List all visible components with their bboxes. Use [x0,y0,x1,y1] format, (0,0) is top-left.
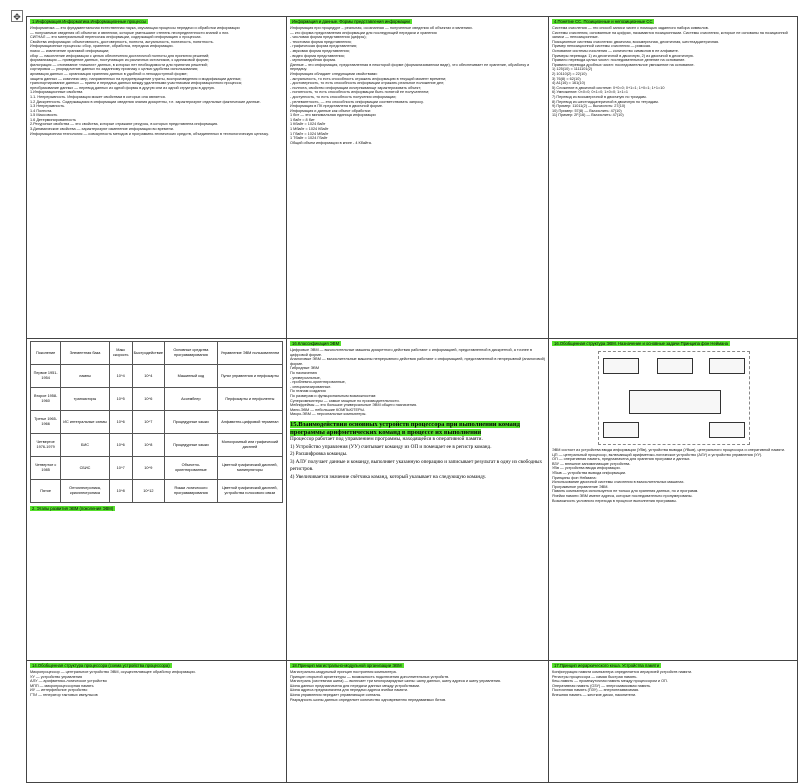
cell-computer-classification [287,339,549,661]
table-header-cell: Управление ЭВМ пользователем [217,342,282,365]
text-line: - мультимедийная форма. [290,58,337,63]
text-line: 4) A1(16) = 161(10) [552,81,586,86]
table-header-cell: Поколение [31,342,61,365]
table-cell: БИС [61,434,109,457]
table-cell: 10^7 [132,411,164,434]
cell-footer: 2. Этапы развития ЭВМ (поколения ЭВМ) [32,506,114,511]
table-cell: Цветной графический дисплей, манипуляторы [217,457,282,480]
table-cell: лампы [61,365,109,388]
text-line: Система счисления — это способ записи чисел с помощью заданного набора символов. [552,26,709,30]
text-line: Правило перевода дробных чисел: последовательное умножение на основание. [552,62,695,67]
text-line: Возможность условного перехода в процессе выполнения программы. [552,498,677,503]
text-line: 1.4 Полнота. [30,108,53,113]
text-line: - доступность, то есть способность получения информации; [290,94,397,99]
text-line: Информация при процедуре – реальная, осознанная — полученные сведения об объектах и явлениях. [290,26,473,30]
table-cell: 10^7 [109,457,132,480]
text-line: 1 Тбайт = 1024 Гбайт [290,136,328,141]
text-line: СИГНАЛ — это материальный переносчик информации, содержащий информацию о процессах. [30,35,202,40]
table-cell: 10^5 [109,388,132,411]
table-cell: Четвертое 1976-1979 [31,434,61,457]
text-line: Постоянная память (ПЗУ) — энергонезависимая. [552,688,640,693]
table-cell: СБИС [61,457,109,480]
table-cell: транзисторы [61,388,109,411]
table-cell: 10^9 [132,457,164,480]
table-header-cell: Основные средства программирования [165,342,218,365]
text-line: 2.Ресурсные свойства — это свойства, которые отражают ресурсы, в которых представлена информация. [30,122,219,127]
table-row [31,365,283,388]
computer-structure-diagram [598,351,750,445]
text-line: 1.Информационные свойства [30,90,83,95]
text-line: Информационная технология — совокупность методов и программно-технических средств, объединенных в технологическую цепочку. [30,131,269,136]
text-line: Шина управления передает управляющие сигналы. [290,692,382,697]
text-line: Конфигурация памяти компьютера определяется иерархией устройств памяти. [552,670,693,674]
table-cell: Перфокарты и перфоленты [217,388,282,411]
text-line: - понятность, то есть способность информации быть понятой ее получателем; [290,90,430,95]
text-line: защита данных — комплекс мер, направленных на предотвращение утраты, воспроизведения и модификации данных; [30,76,242,81]
text-line: Использование двоичной системы счисления в вычислительных машинах. [552,480,685,485]
cell-von-neumann [549,339,798,661]
text-line: ЦП — центральный процессор, включающий арифметико-логическое устройство (АЛУ) и устройство управления (УУ). [552,452,763,457]
table-cell: 10^4 [109,365,132,388]
table-cell: Процедурные языки [165,411,218,434]
text-line: - достоверность, то есть способность информации отражать реальное положение дел; [290,81,445,86]
text-line: Системы счисления, основанные на цифрах, называются позиционными. Системы счисления, которые не основаны на позиционной записи — непозиционные. [552,30,788,40]
text-line: Пример непозиционной системы счисления — римская. [552,44,652,49]
cell-header: 4.Понятие СС. Позиционные и непозиционные СС [554,19,653,24]
text-line: МПП — микропроцессорная память [30,683,94,688]
cell-number-systems [549,17,798,339]
text-line: Мини-ЭВМ — небольшие КОМПЬЮТЕРЫ. [290,407,365,412]
table-cell: 10^6 [109,411,132,434]
table-cell: Объектно-ориентированные [165,457,218,480]
text-line: Основание системы счисления — количество символов в ее алфавите. [552,48,679,53]
text-line: Магистраль (системная шина) — включает три многоразрядные шины: шину данных, шину адреса и шину управления. [290,679,502,684]
text-line: Принцип открытой архитектуры — возможность подключения дополнительных устройств. [290,674,450,679]
text-line: - специализированные. [290,384,332,389]
cell-text [30,26,283,136]
table-header-cell: Быстродействие [132,342,164,365]
table-cell: 10^12 [132,480,164,503]
table-row [31,480,283,503]
cell-header: 16.Обобщенная структура ЭВМ. Назначение и основные задачи Принципа фон Неймана [554,341,728,346]
table-cell: Четвертое с 1985 [31,457,61,480]
body-paragraph: 4) Увеличивается значение счётчика команд, который указывает на следующую команду. [290,474,487,481]
cell-text [290,670,545,702]
table-row [31,411,283,434]
text-line: 1.5 Массовость [30,113,58,118]
text-line: 1.2 Дискретность. Содержащаяся в информации сведения знания дискретны, т.е. характеризуют отдельные фактические данные. [30,99,261,104]
text-line: 1 бит — это минимальная единица информации [290,113,376,118]
text-line: Примеры перевода: 1) из десятичной в двоичную, 2) из двоичной в десятичную. [552,53,694,58]
cell-header: 16.Классификация ЭВМ [292,341,340,346]
text-line: ЭВМ состоит из устройства ввода информации (УВв), устройства вывода (УВыв), центрального процессора и оперативной памяти. [552,448,786,452]
cell-body [290,436,545,482]
text-line: Кеш-память — промежуточная память между процессором и ОП. [552,679,668,684]
text-line: Гибридные ЭВМ [290,366,320,371]
text-line: - универсальные, [290,375,321,380]
text-line: Ячейки памяти ЭВМ имеют адреса, которые последовательно пронумерованы. [552,493,693,498]
text-line: 1 байт = 8 бит [290,117,315,122]
table-cell: 10^4 [132,365,164,388]
text-line: Шина данных предназначена для передачи данных между устройствами. [290,683,421,688]
text-line: Оперативная память (ОЗУ) — энергозависимая память. [552,683,652,688]
text-line: 10) Пример: 57(8) — Вычислить: 47(10) [552,108,622,113]
text-line: 1.6 Детерминированность [30,117,76,122]
cell-text [552,26,795,118]
text-line: По размерам и функциональным возможностям: [290,393,377,398]
table-row [31,434,283,457]
table-row [31,457,283,480]
text-line: По назначению [290,370,318,375]
text-line: - числовая форма представления (цифры); [290,35,367,40]
text-line: Информационные процессы: сбор, хранение, обработка, передача информации. [30,44,174,49]
text-line: Данные – это информация, представленная в некоторой форме (формализованном виде), что обеспечивает ее хранение, обработку и передачу. [290,62,530,72]
text-line: УУ — устройство управления [30,674,83,679]
text-line: Мейнфреймы — это большие универсальные ЭВМ общего назначения. [290,403,418,408]
text-line: Информация в ПК представлена в двоичной форме. [290,104,383,109]
text-line: транспортирование данных — прием и передача данных между удаленными участниками информационного процесса; [30,81,242,86]
table-cell: Ассемблер [165,388,218,411]
text-line: Принципы фон Неймана: [552,475,597,480]
move-arrows-icon[interactable]: ✥ [11,10,23,22]
table-cell: 10^6 [109,434,132,457]
text-line: 3.Динамические свойства — характеризуют изменение информации во времени. [30,127,174,132]
cell-header: 17.Принцип иерархического кеша. Устройства памяти [554,663,660,668]
text-line: 5) Сложение в двоичной системе: 0+0=0; 0+1=1; 1+0=1; 1+1=10 [552,85,665,90]
text-line: Цифровые ЭВМ — вычислительные машины дискретного действия работают с информацией, представленной в дискретной, а точнее в цифровой форме. [290,348,533,357]
text-line: Внешняя память — жесткие диски, накопители. [552,692,637,697]
text-line: Магистрально-модульный принцип построения компьютера. [290,670,397,674]
text-line: ИУ — интерфейсное устройство [30,688,88,693]
table-cell: 10^8 [132,434,164,457]
text-line: 1 Мбайт = 1024 Кбайт [290,127,329,132]
cell-header: 18.Принцип магистрально-модульной организации ЭВМ [292,663,402,668]
text-line: Память компьютера используется не только для хранения данных, но и программ. [552,489,699,494]
text-line: - проблемно-ориентированные, [290,380,346,385]
cell-text [290,26,545,145]
text-line: Шина адреса предназначена для передачи адреса ячейки памяти. [290,688,408,693]
text-line: - текстовая форма представления; [290,39,352,44]
body-paragraph: 2) Расшифровка команды. [290,451,348,458]
text-line: ВЗУ — внешние запоминающие устройства. [552,461,631,466]
cell-text [552,448,795,503]
text-line: 1.1. Непрерывность. Информация может свойствам в которых она является. [30,94,166,99]
table-cell: Оптоэлектроника, криоэлектроника [61,480,109,503]
cell-information [27,17,287,339]
text-line: По этапам создания [290,389,326,394]
cell-memory-hierarchy [549,661,798,783]
text-line: Информация и данные как объект обработки: [290,108,371,113]
table-cell: Языки логического программирования [165,480,218,503]
text-line: 9) Пример: 11011(2) — Вычислить: 27(10) [552,104,626,109]
text-line: Регистры процессора — самая быстрая память. [552,674,638,679]
text-line: Правило перевода целых чисел: последовательное деление на основание. [552,58,686,63]
text-line: ГТИ — генератор тактовых импульсов [30,692,98,697]
cell-computer-generations [27,339,287,661]
text-line: Общий объем информации в книге - 4 Кбайта. [290,140,372,145]
text-line: 2) 10110(2) = 22(10) [552,71,587,76]
table-cell: Второе 1958-1960 [31,388,61,411]
cell-text [290,348,545,417]
table-cell: 10^6 [132,388,164,411]
document-grid [26,16,798,783]
text-line: Программное управление ЭВМ. [552,484,609,489]
table-header-cell: Макс скорость [109,342,132,365]
text-line: - графическая форма представления; [290,44,357,49]
table-header-cell: Элементная база [61,342,109,365]
text-line: - звуковая форма представления; [290,48,350,53]
text-line: 8) Перевод из шестнадцатеричной в двоичную по тетрадам. [552,99,659,104]
table-cell: Процедурные языки [165,434,218,457]
text-line: — получаемые сведения об объектах и явлениях, которые уменьшают степень неопределенности знаний о них. [30,30,230,35]
text-line: Информатика — это фундаментальная естественная наука, изучающая процессы передачи и обработки информации [30,26,240,30]
text-line: преобразование данных — перевод данных из одной формы в другую или из одной структуры в другую. [30,85,216,90]
table-row [31,388,283,411]
text-line: Аналоговые ЭВМ — вычислительные машины непрерывного действия работают с информацией, представленной в непрерывной (аналоговой) форме. [290,357,546,366]
text-line: 3) 76(8) = 62(10) [552,76,581,81]
cell-data-forms [287,17,549,339]
cell-text [552,670,795,698]
text-line: Суперкомпьютеры — самые мощные по производительности. [290,398,400,403]
text-line: УВыв — устройства вывода информации. [552,470,627,475]
body-paragraph: 1) Устройство управления (УУ) считывает команду из ОП и помещает ее в регистр команд. [290,443,492,450]
text-line: сортировка — упорядочение данных по заданному признаку с целью удобства использования; [30,67,198,72]
table-cell: 10^8 [109,480,132,503]
text-line: ОП — оперативная память, предназначена для хранения программ и данных. [552,457,691,462]
section-title: 15.Взаимодействия основных устройств процессора при выполнении команд программы арифметических команд в процессе их выполнения [290,420,520,436]
text-line: - видео форма представления; [290,53,345,58]
body-paragraph: 3) АЛУ получает данные и команду, выполняет указанную операцию и записывает результат в одну из свободных регистров. [290,458,543,473]
cell-header: 1.Информация.Информатика.Информационные процессы [32,19,147,24]
text-line: - актуальность, то есть способность отражать информацию в текущий момент времени; [290,76,447,81]
text-line: - релевантность, — это способность информации соответствовать запросу. [290,99,424,104]
text-line: АЛУ — арифметико-логическое устройство [30,679,107,684]
text-line: 6) Умножение: 0×0=0; 0×1=0; 1×0=0; 1×1=1 [552,90,628,95]
text-line: 1) 125(10) = 1111101(2) [552,67,593,72]
cell-header: 14.Обобщенная структура процессора (схема устройства процессора) [32,663,170,668]
cell-header: Информация и данные. Формы представления информации [292,19,410,24]
table-cell: ИС интегральные схемы [61,411,109,434]
table-cell: Цветной графический дисплей, устройства голосового связи [217,480,282,503]
text-line: архивация данных — организация хранения данных в удобной и легкодоступной форме; [30,71,188,76]
table-cell: Пятое [31,480,61,503]
text-line: УВв — устройства ввода информации. [552,466,621,471]
cell-bus-organization [287,661,549,783]
text-line: 1.3 Непрерывность. [30,104,66,109]
text-line: Позиционные системы счисления: двоичная, восьмеричная, десятичная, шестнадцатеричная. [552,39,720,44]
table-cell: Первое 1951-1954 [31,365,61,388]
table-cell: Машинный код [165,365,218,388]
generations-table [30,341,283,503]
text-line: 1 Гбайт = 1024 Мбайт [290,131,329,136]
table-cell: Пульт управления и перфокарты [217,365,282,388]
text-line: Свойства информации: объективность, достоверность, полнота, актуальность, полезность, понятность. [30,39,214,44]
cell-text [30,670,283,698]
text-line: Разрядность шины данных определяет количество одновременно передаваемых битов. [290,697,447,702]
table-cell: Алфавитно-цифровой терминал [217,411,282,434]
table-cell: Третье 1965-1966 [31,411,61,434]
text-line: — кто форма представления информации для последующей передачи и хранения [290,30,437,35]
body-paragraph: Процессор работает под управлением программы, находящейся в оперативной памяти. [290,436,483,443]
text-line: 1 Кбайт = 1024 байт [290,122,326,127]
text-line: - полнота, свойство информации исчерпывающе характеризовать объект; [290,85,422,90]
text-line: Информация обладает следующими свойствами: [290,71,378,76]
text-line: формализация — приведение данных, поступающих из различных источников, к одинаковой форме; [30,58,209,63]
text-line: Микро-ЭВМ — персональные компьютеры. [290,412,367,417]
text-line: поиск — извлечение хранимой информации; [30,48,110,53]
text-line: 7) Перевод из восьмеричной в двоичную по триадам. [552,94,647,99]
table-cell: Монохромный или графический дисплей [217,434,282,457]
cell-processor-structure [27,661,287,783]
text-line: фильтрация — отсеивание «лишних» данных, в которых нет необходимости для принятия решений; [30,62,208,67]
text-line: сбор — накопление информации с целью обеспечения достаточной полноты для принятия решений; [30,53,210,58]
text-line: 11) Пример: 2F(16) — Вычислить: 47(10) [552,113,624,118]
text-line: Микропроцессор — центральное устройство ЭВМ, осуществляющее обработку информации. [30,670,196,674]
